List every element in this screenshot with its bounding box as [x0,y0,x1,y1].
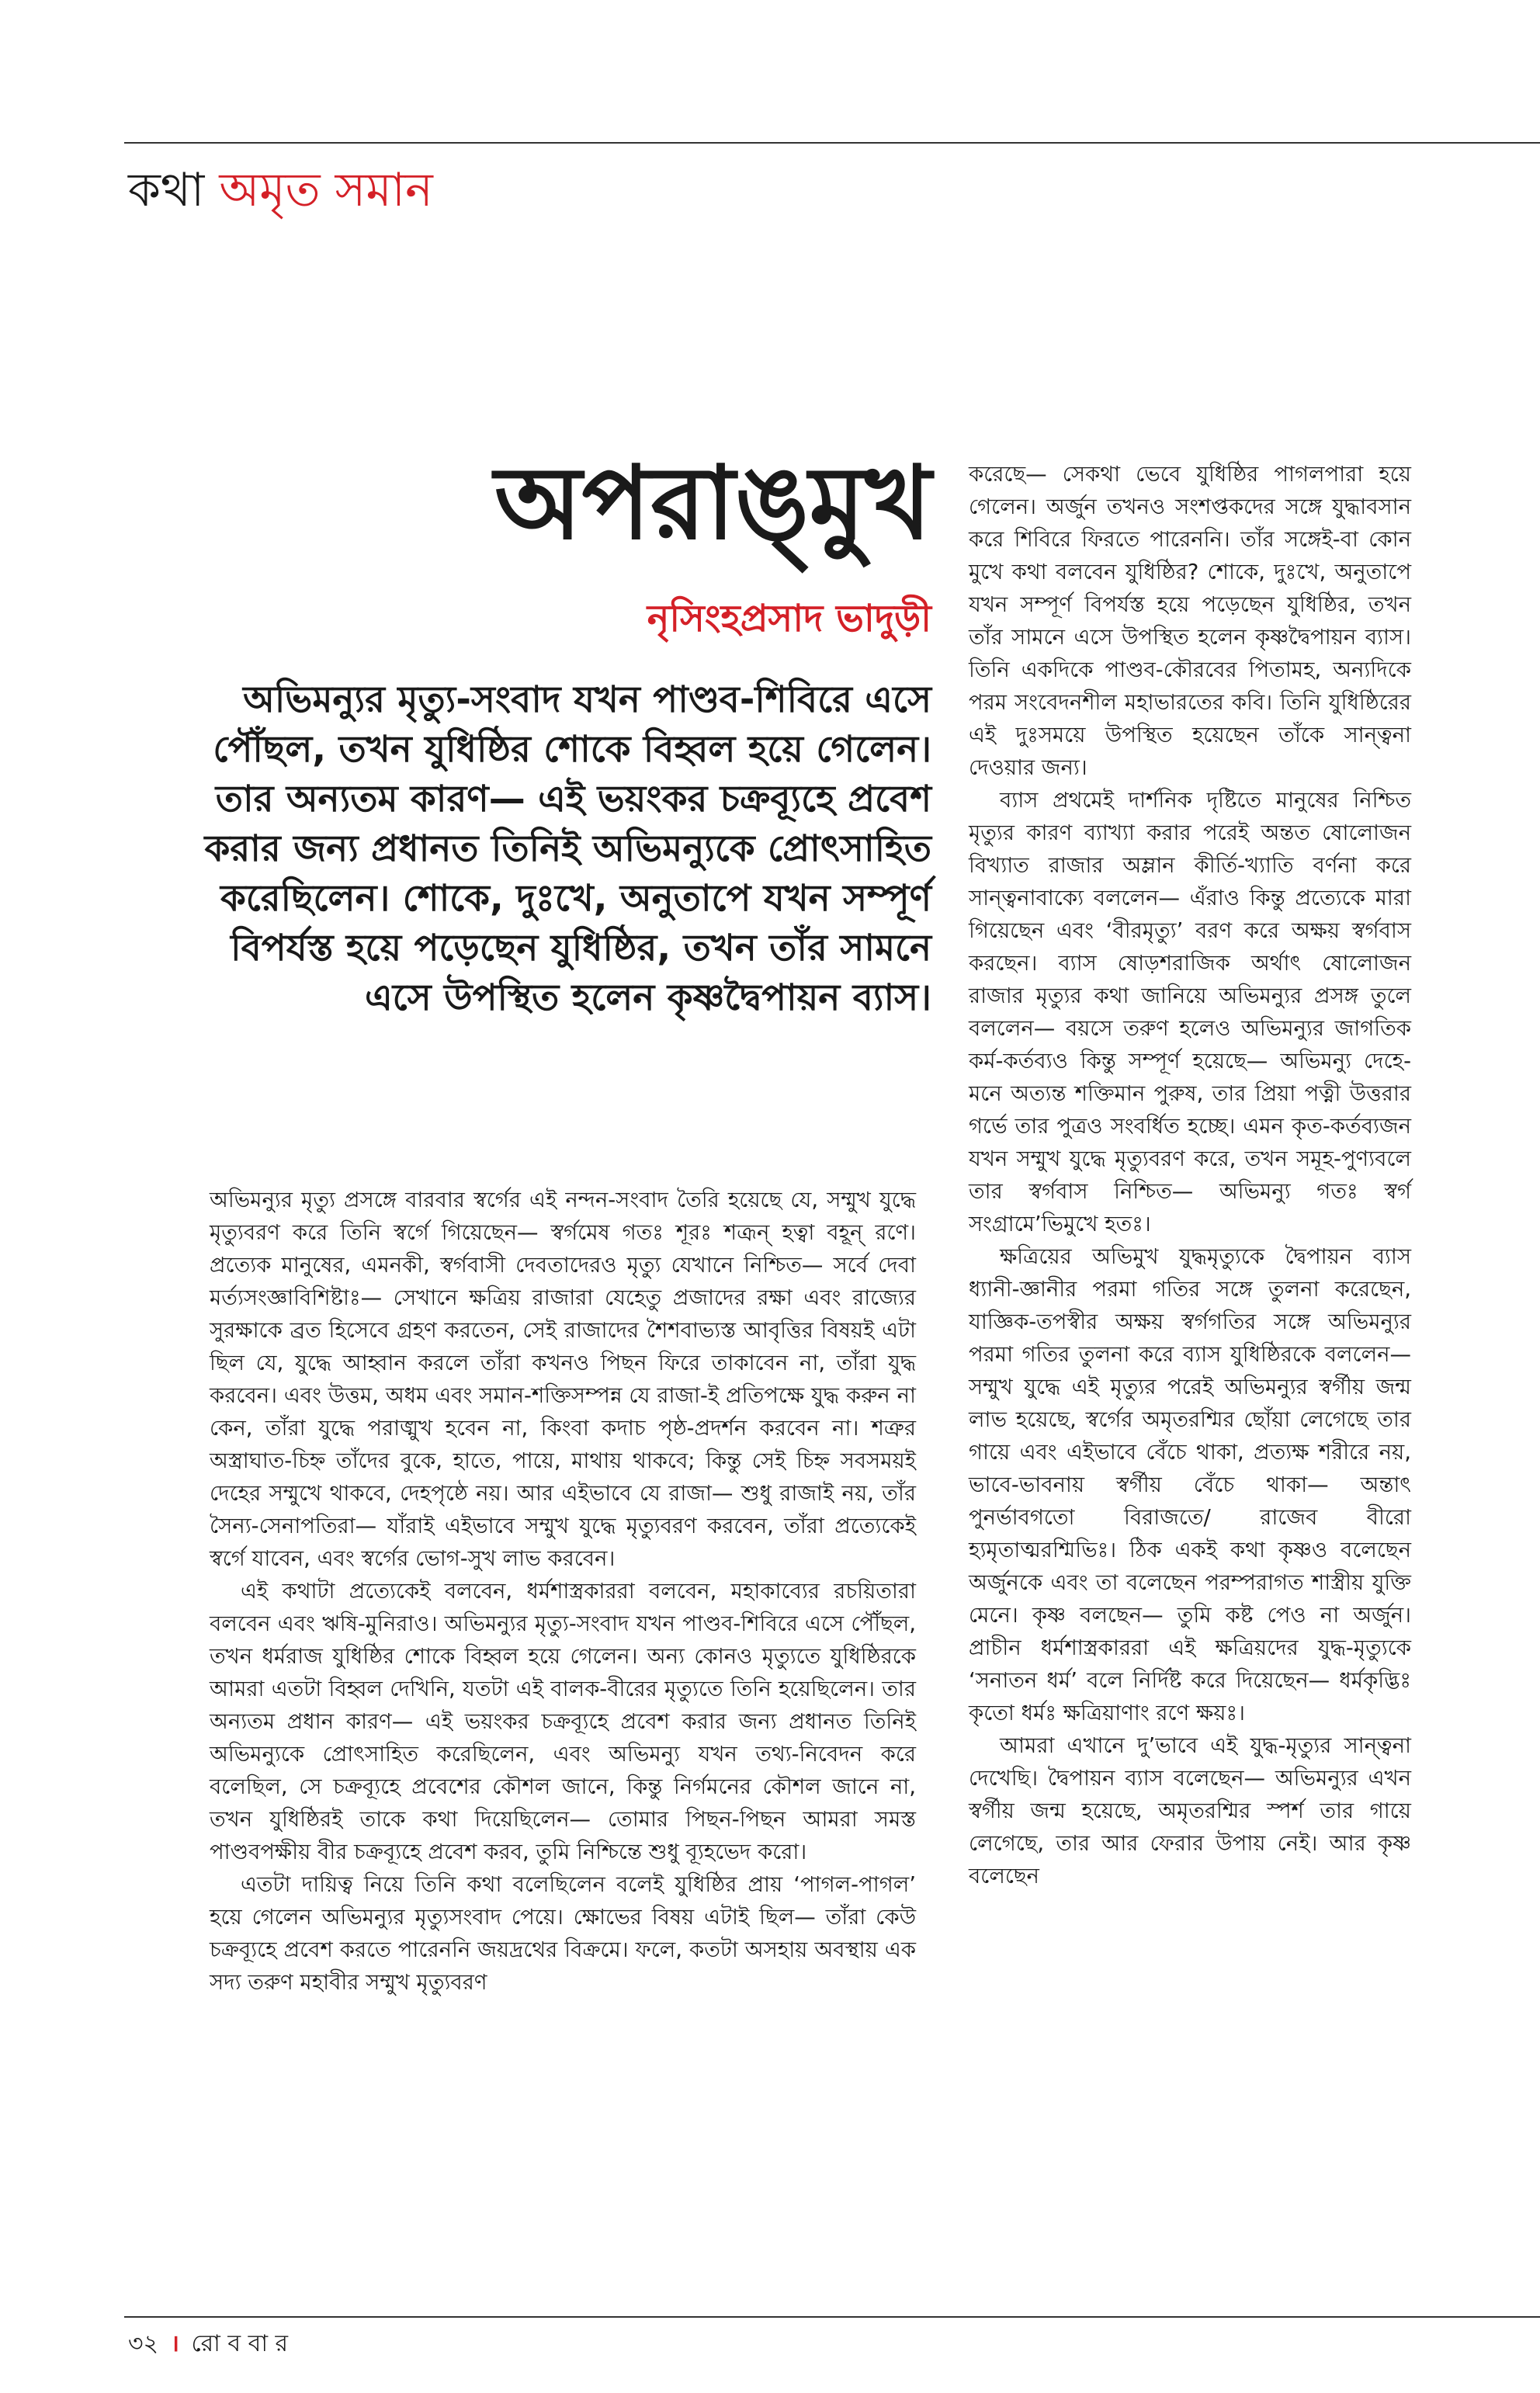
article-title: অপরাঙ্‌মুখ [494,443,931,562]
section-title [128,159,433,221]
main-body-column [210,1184,916,1999]
lead-paragraph: অভিমন্যুর মৃত্যু-সংবাদ যখন পাণ্ডব-শিবিরে এসে পৌঁছল, তখন যুধিষ্ঠির শোকে বিহ্বল হয়ে গেলেন। তার অন্যতম কারণ— এই ভয়ংকর চক্রব্যূহে প্রবেশ করার জন্য প্রধানত তিনিই অভিমন্যুকে প্রোৎসাহিত করেছিলেন। শোকে, দুঃখে, অনুতাপে যখন সম্পূর্ণ বিপর্যস্ত হয়ে পড়েছেন যুধিষ্ঠির, তখন তাঁর সামনে এসে উপস্থিত হলেন কৃষ্ণদ্বৈপায়ন ব্যাস। [204,678,931,1019]
body-paragraph: এতটা দায়িত্ব নিয়ে তিনি কথা বলেছিলেন বলেই যুধিষ্ঠির প্রায় ‘পাগল-পাগল’ হয়ে গেলেন অভিমন্যুর মৃত্যুসংবাদ পেয়ে। ক্ষোভের বিষয় এটাই ছিল— তাঁরা কেউ চক্রব্যূহে প্রবেশ করতে পারেননি জয়দ্রথের বিক্রমে। ফলে, কতটা অসহায় অবস্থায় এক সদ্য তরুণ মহাবীর সম্মুখ মৃত্যুবরণ [210,1872,916,1995]
section-title-accent: অমৃত সমান [219,163,433,217]
page-number: ৩২ [128,2330,159,2357]
bottom-rule [124,2316,1540,2318]
side-paragraph: আমরা এখানে দু’ভাবে এই যুদ্ধ-মৃত্যুর সান্ত্বনা দেখেছি। দ্বৈপায়ন ব্যাস বলেছেন— অভিমন্যুর এখন স্বর্গীয় জন্ম হয়েছে, অমৃতরশ্মির স্পর্শ তার গায়ে লেগেছে, তার আর ফেরার উপায় নেই। আর কৃষ্ণ বলেছেন [969,1733,1411,1888]
right-column [969,458,1411,1892]
side-paragraph: করেছে— সেকথা ভেবে যুধিষ্ঠির পাগলপারা হয়ে গেলেন। অর্জুন তখনও সংশপ্তকদের সঙ্গে যুদ্ধাবসান করে শিবিরে ফিরতে পারেননি। তাঁর সঙ্গেই-বা কোন মুখে কথা বলবেন যুধিষ্ঠির? শোকে, দুঃখে, অনুতাপে যখন সম্পূর্ণ বিপর্যস্ত হয়ে পড়েছেন যুধিষ্ঠির, তখন তাঁর সামনে এসে উপস্থিত হলেন কৃষ্ণদ্বৈপায়ন ব্যাস। তিনি একদিকে পাণ্ডব-কৌরবের পিতামহ, অন্যদিকে পরম সংবেদনশীল মহাভারতের কবি। তিনি যুধিষ্ঠিরের এই দুঃসময়ে উপস্থিত হয়েছেন তাঁকে সান্ত্বনা দেওয়ার জন্য। [969,462,1411,780]
article-author: নৃসিংহপ্রসাদ ভাদুড়ী [647,597,931,640]
footer-separator: । [170,2330,179,2357]
magazine-name: রো ব বা র [191,2330,289,2357]
top-rule [124,142,1540,144]
side-paragraph: ক্ষত্রিয়ের অভিমুখ যুদ্ধমৃত্যুকে দ্বৈপায়ন ব্যাস ধ্যানী-জ্ঞানীর পরমা গতির সঙ্গে তুলনা করেছেন, যাজ্ঞিক-তপস্বীর অক্ষয় স্বর্গগতির সঙ্গে অভিমন্যুর পরমা গতির তুলনা করে ব্যাস যুধিষ্ঠিরকে বললেন— সম্মুখ যুদ্ধে এই মৃত্যুর পরেই অভিমন্যুর স্বর্গীয় জন্ম লাভ হয়েছে, স্বর্গের অমৃতরশ্মির ছোঁয়া লেগেছে তার গায়ে এবং এইভাবে বেঁচে থাকা, প্রত্যক্ষ শরীরে নয়, ভাবে-ভাবনায় স্বর্গীয় বেঁচে থাকা— অন্তাৎ পুনর্ভাবগতো বিরাজতে/ রাজেব বীরো হ্যমৃতাত্মরশ্মিভিঃ। ঠিক একই কথা কৃষ্ণও বলেছেন অর্জুনকে এবং তা বলেছেন পরম্পরাগত শাস্ত্রীয় যুক্তি মেনে। কৃষ্ণ বলছেন— তুমি কষ্ট পেও না অর্জুন। প্রাচীন ধর্মশাস্ত্রকাররা এই ক্ষত্রিয়দের যুদ্ধ-মৃত্যুকে ‘সনাতন ধর্ম’ বলে নির্দিষ্ট করে দিয়েছেন— ধর্মকৃদ্ভিঃ কৃতো ধর্মঃ ক্ষত্রিয়াণাং রণে ক্ষয়ঃ। [969,1244,1411,1725]
side-paragraph: ব্যাস প্রথমেই দার্শনিক দৃষ্টিতে মানুষের নিশ্চিত মৃত্যুর কারণ ব্যাখ্যা করার পরেই অন্তত ষোলোজন বিখ্যাত রাজার অম্লান কীর্তি-খ্যাতি বর্ণনা করে সান্ত্বনাবাক্যে বললেন— এঁরাও কিন্তু প্রত্যেকে মারা গিয়েছেন এবং ‘বীরমৃত্যু’ বরণ করে অক্ষয় স্বর্গবাস করছেন। ব্যাস ষোড়শরাজিক অর্থাৎ ষোলোজন রাজার মৃত্যুর কথা জানিয়ে অভিমন্যুর প্রসঙ্গ তুলে বললেন— বয়সে তরুণ হলেও অভিমন্যুর জাগতিক কর্ম-কর্তব্যও কিন্তু সম্পূর্ণ হয়েছে— অভিমন্যু দেহে-মনে অত্যন্ত শক্তিমান পুরুষ, তার প্রিয়া পত্নী উত্তরার গর্ভে তার পুত্রও সংবর্ধিত হচ্ছে। এমন কৃত-কর্তব্যজন যখন সম্মুখ যুদ্ধে মৃত্যুবরণ করে, তখন সমূহ-পুণ্যবলে তার স্বর্গবাস নিশ্চিত— অভিমন্যু গতঃ স্বর্গ সংগ্রামে’ভিমুখে হতঃ। [969,788,1411,1236]
body-paragraph: এই কথাটা প্রত্যেকেই বলবেন, ধর্মশাস্ত্রকাররা বলবেন, মহাকাব্যের রচয়িতারা বলবেন এবং ঋষি-মুনিরাও। অভিমন্যুর মৃত্যু-সংবাদ যখন পাণ্ডব-শিবিরে এসে পৌঁছল, তখন ধর্মরাজ যুধিষ্ঠির শোকে বিহ্বল হয়ে গেলেন। অন্য কোনও মৃত্যুতে যুধিষ্ঠিরকে আমরা এতটা বিহ্বল দেখিনি, যতটা এই বালক-বীরের মৃত্যুতে তিনি হয়েছিলেন। তার অন্যতম প্রধান কারণ— এই ভয়ংকর চক্রব্যূহে প্রবেশ করার জন্য প্রধানত তিনিই অভিমন্যুকে প্রোৎসাহিত করেছিলেন, এবং অভিমন্যু যখন তথ্য-নিবেদন করে বলেছিল, সে চক্রব্যূহে প্রবেশের কৌশল জানে, কিন্তু নির্গমনের কৌশল জানে না, তখন যুধিষ্ঠিরই তাকে কথা দিয়েছিলেন— তোমার পিছন-পিছন আমরা সমস্ত পাণ্ডবপক্ষীয় বীর চক্রব্যূহে প্রবেশ করব, তুমি নিশ্চিন্তে শুধু ব্যূহভেদ করো। [210,1579,916,1864]
body-paragraph: অভিমন্যুর মৃত্যু প্রসঙ্গে বারবার স্বর্গের এই নন্দন-সংবাদ তৈরি হয়েছে যে, সম্মুখ যুদ্ধে মৃত্যুবরণ করে তিনি স্বর্গে গিয়েছেন— স্বর্গমেষ গতঃ শূরঃ শত্রূন্‌ হত্বা বহূন্‌ রণে। প্রত্যেক মানুষের, এমনকী, স্বর্গবাসী দেবতাদেরও মৃত্যু যেখানে নিশ্চিত— সর্বে দেবা মর্ত্যসংজ্ঞাবিশিষ্টাঃ— সেখানে ক্ষত্রিয় রাজারা যেহেতু প্রজাদের রক্ষা এবং রাজ্যের সুরক্ষাকে ব্রত হিসেবে গ্রহণ করতেন, সেই রাজাদের শৈশবাভ্যস্ত আবৃত্তির বিষয়ই এটা ছিল যে, যুদ্ধে আহ্বান করলে তাঁরা কখনও পিছন ফিরে তাকাবেন না, তাঁরা যুদ্ধ করবেন। এবং উত্তম, অধম এবং সমান-শক্তিসম্পন্ন যে রাজা-ই প্রতিপক্ষে যুদ্ধ করুন না কেন, তাঁরা যুদ্ধে পরাঙ্মুখ হবেন না, কিংবা কদাচ পৃষ্ঠ-প্রদর্শন করবেন না। শত্রুর অস্ত্রাঘাত-চিহ্ন তাঁদের বুকে, হাতে, পায়ে, মাথায় থাকবে; কিন্তু সেই চিহ্ন সবসময়ই দেহের সম্মুখে থাকবে, দেহপৃষ্ঠে নয়। আর এইভাবে যে রাজা— শুধু রাজাই নয়, তাঁর সৈন্য-সেনাপতিরা— যাঁরাই এইভাবে সম্মুখ যুদ্ধে মৃত্যুবরণ করবেন, তাঁরা প্রত্যেকেই স্বর্গে যাবেন, এবং স্বর্গের ভোগ-সুখ লাভ করবেন। [210,1188,916,1571]
section-title-prefix: কথা [128,163,205,217]
page-footer [128,2329,288,2360]
